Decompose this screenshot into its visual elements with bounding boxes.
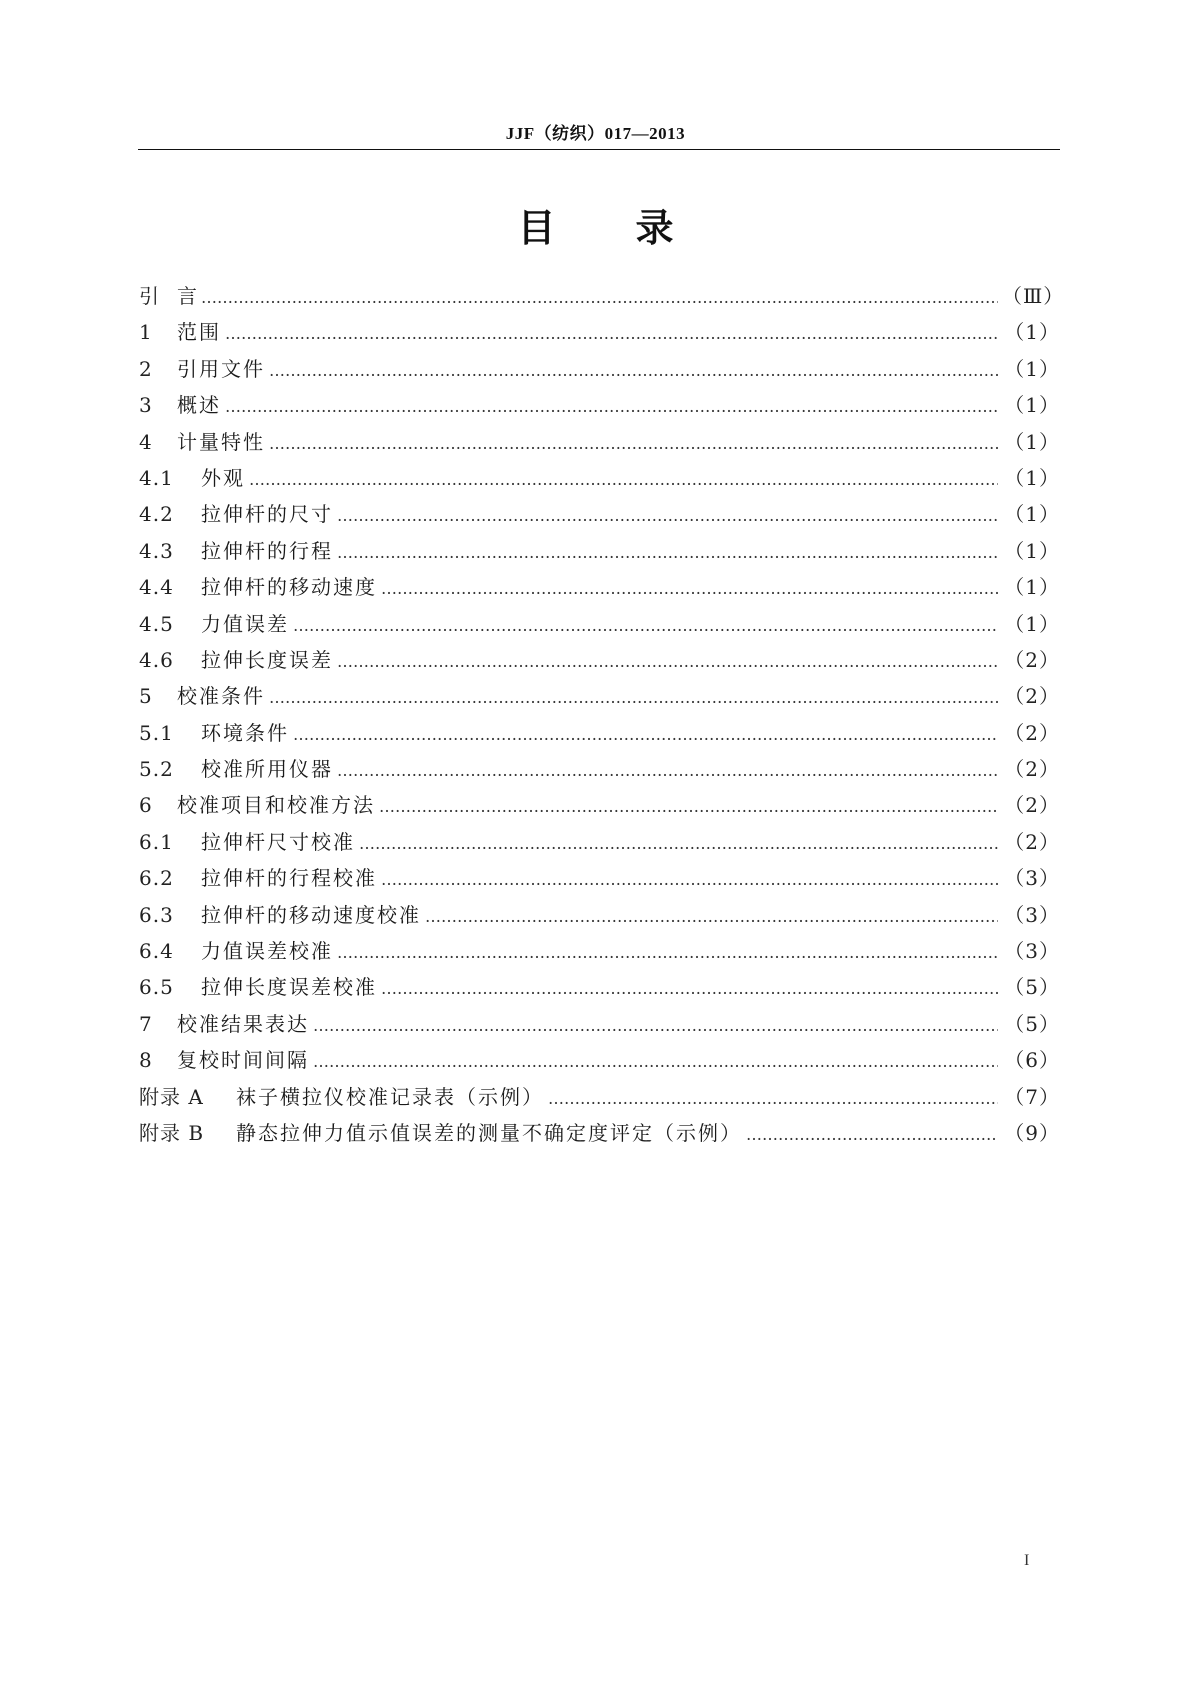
- toc-leader-dots: [225, 389, 998, 425]
- toc-entry[interactable]: [139, 314, 1060, 350]
- toc-entry-page: （2）: [1004, 829, 1060, 854]
- page-title-char-2: 录: [635, 206, 674, 250]
- toc-entry-number: 4.5: [139, 611, 174, 636]
- toc-entry-number: 引: [139, 284, 160, 308]
- toc-entry-title: 力值误差校准: [201, 939, 333, 964]
- toc-entry-title: 校准项目和校准方法: [177, 793, 375, 818]
- toc-leader-dots: [337, 535, 998, 571]
- toc-entry-title: 计量特性: [177, 429, 265, 454]
- toc-entry-number: 6.2: [139, 866, 174, 891]
- toc-entry-number: 6.1: [139, 829, 174, 854]
- toc-leader-dots: [337, 644, 998, 680]
- toc-entry[interactable]: [139, 715, 1060, 751]
- toc-entry-page: （3）: [1004, 939, 1060, 964]
- toc-leader-dots: [381, 971, 998, 1007]
- toc-leader-dots: [293, 717, 998, 753]
- toc-leader-dots: [225, 316, 998, 352]
- toc-leader-dots: [359, 826, 998, 862]
- toc-leader-dots: [249, 462, 998, 498]
- toc-entry-page: （1）: [1004, 320, 1060, 345]
- toc-leader-dots: [379, 789, 998, 825]
- toc-leader-dots: [425, 899, 998, 935]
- toc-entry[interactable]: [139, 387, 1060, 423]
- toc-entry-title: 拉伸杆的移动速度: [201, 575, 377, 600]
- toc-entry-page: （Ⅲ）: [1002, 284, 1065, 308]
- toc-leader-dots: [746, 1117, 998, 1153]
- toc-entry-title: 拉伸杆尺寸校准: [201, 829, 355, 854]
- toc-leader-dots: [337, 935, 998, 971]
- toc-entry-title: 言: [177, 284, 197, 308]
- toc-entry-page: （1）: [1004, 502, 1060, 527]
- toc-entry-number: 6.4: [139, 939, 174, 964]
- toc-entry[interactable]: [139, 1006, 1060, 1042]
- toc-entry-number: 6.5: [139, 975, 174, 1000]
- toc-entry[interactable]: [139, 606, 1060, 642]
- toc-entry[interactable]: [139, 424, 1060, 460]
- toc-leader-dots: [293, 608, 998, 644]
- toc-entry-page: （7）: [1004, 1084, 1060, 1109]
- toc-entry-number: 附录 B: [139, 1120, 205, 1145]
- toc-entry-number: 4.2: [139, 502, 174, 527]
- toc-entry-number: 1: [139, 320, 153, 345]
- toc-entry-number: 5.2: [139, 757, 174, 782]
- toc-entry-title: 静态拉伸力值示值误差的测量不确定度评定（示例）: [236, 1120, 742, 1145]
- toc-entry-page: （2）: [1004, 684, 1060, 709]
- page-number: I: [1024, 1552, 1030, 1569]
- toc-entry[interactable]: [139, 569, 1060, 605]
- toc-entry-page: （2）: [1004, 757, 1060, 782]
- toc-entry-page: （1）: [1004, 429, 1060, 454]
- toc-entry-number: 3: [139, 393, 153, 418]
- toc-entry-title: 校准所用仪器: [201, 757, 333, 782]
- toc-entry-page: （2）: [1004, 647, 1060, 672]
- toc-entry-page: （5）: [1004, 975, 1060, 1000]
- toc-leader-dots: [381, 571, 998, 607]
- toc-entry-page: （5）: [1004, 1011, 1060, 1036]
- toc-entry-number: 4: [139, 429, 153, 454]
- toc-entry-page: （2）: [1004, 720, 1060, 745]
- toc-entry-number: 4.6: [139, 647, 174, 672]
- toc-entry-page: （1）: [1004, 465, 1060, 490]
- toc-entry-title: 拉伸杆的行程: [201, 538, 333, 563]
- toc-leader-dots: [269, 680, 998, 716]
- toc-entry[interactable]: [139, 1079, 1060, 1115]
- toc-leader-dots: [269, 353, 998, 389]
- toc-entry-page: （1）: [1004, 575, 1060, 600]
- toc-entry-page: （3）: [1004, 902, 1060, 927]
- toc-leader-dots: [269, 426, 998, 462]
- toc-entry[interactable]: [139, 496, 1060, 532]
- toc-entry[interactable]: [139, 678, 1060, 714]
- toc-entry-page: （1）: [1004, 538, 1060, 563]
- toc-entry-title: 力值误差: [201, 611, 289, 636]
- toc-entry[interactable]: [139, 751, 1060, 787]
- toc-entry[interactable]: [139, 969, 1060, 1005]
- toc-entry-title: 校准条件: [177, 684, 265, 709]
- toc-entry-page: （1）: [1004, 393, 1060, 418]
- toc-leader-dots: [337, 753, 998, 789]
- toc-entry[interactable]: [139, 278, 1065, 314]
- toc-entry[interactable]: [139, 860, 1060, 896]
- toc-leader-dots: [313, 1044, 998, 1080]
- standard-code-header: JJF（纺织）017—2013: [505, 124, 686, 143]
- toc-entry[interactable]: [139, 1042, 1060, 1078]
- toc-entry-page: （9）: [1004, 1120, 1060, 1145]
- toc-entry-number: 附录 A: [139, 1084, 204, 1109]
- toc-entry[interactable]: [139, 933, 1060, 969]
- toc-entry[interactable]: [139, 533, 1060, 569]
- toc-entry-title: 外观: [201, 465, 245, 490]
- toc-entry-title: 复校时间间隔: [177, 1048, 309, 1073]
- toc-entry-title: 范围: [177, 320, 221, 345]
- toc-leader-dots: [381, 862, 998, 898]
- page-title: [0, 197, 1191, 252]
- toc-entry-number: 6.3: [139, 902, 174, 927]
- toc-leader-dots: [548, 1081, 998, 1117]
- toc-entry-number: 8: [139, 1048, 153, 1073]
- toc-entry-title: 拉伸杆的尺寸: [201, 502, 333, 527]
- toc-entry-title: 拉伸杆的移动速度校准: [201, 902, 421, 927]
- toc-entry-title: 引用文件: [177, 356, 265, 381]
- toc-entry[interactable]: [139, 351, 1060, 387]
- table-of-contents: [139, 278, 1065, 1151]
- toc-entry[interactable]: [139, 897, 1060, 933]
- toc-entry-title: 拉伸杆的行程校准: [201, 866, 377, 891]
- toc-entry-title: 校准结果表达: [177, 1011, 309, 1036]
- toc-entry-page: （6）: [1004, 1048, 1060, 1073]
- toc-entry-page: （1）: [1004, 356, 1060, 381]
- toc-entry-number: 4.3: [139, 538, 174, 563]
- toc-entry-number: 2: [139, 356, 153, 381]
- toc-entry-number: 4.4: [139, 575, 174, 600]
- toc-entry[interactable]: [139, 824, 1060, 860]
- toc-entry-page: （1）: [1004, 611, 1060, 636]
- toc-entry-title: 拉伸长度误差: [201, 647, 333, 672]
- toc-entry-number: 6: [139, 793, 153, 818]
- page-title-char-1: 目: [517, 206, 556, 250]
- toc-entry-page: （2）: [1004, 793, 1060, 818]
- toc-entry[interactable]: [139, 642, 1060, 678]
- toc-leader-dots: [337, 498, 998, 534]
- toc-leader-dots: [201, 280, 998, 316]
- toc-entry-title: 拉伸长度误差校准: [201, 975, 377, 1000]
- toc-leader-dots: [313, 1008, 998, 1044]
- toc-entry-number: 5.1: [139, 720, 174, 745]
- toc-entry-page: （3）: [1004, 866, 1060, 891]
- toc-entry-title: 概述: [177, 393, 221, 418]
- toc-entry-number: 4.1: [139, 465, 174, 490]
- header-divider: [138, 149, 1060, 150]
- toc-entry[interactable]: [139, 460, 1060, 496]
- toc-entry[interactable]: [139, 787, 1060, 823]
- toc-entry-title: 袜子横拉仪校准记录表（示例）: [236, 1084, 544, 1109]
- toc-entry[interactable]: [139, 1115, 1060, 1151]
- toc-entry-number: 7: [139, 1011, 153, 1036]
- toc-entry-number: 5: [139, 684, 153, 709]
- toc-entry-title: 环境条件: [201, 720, 289, 745]
